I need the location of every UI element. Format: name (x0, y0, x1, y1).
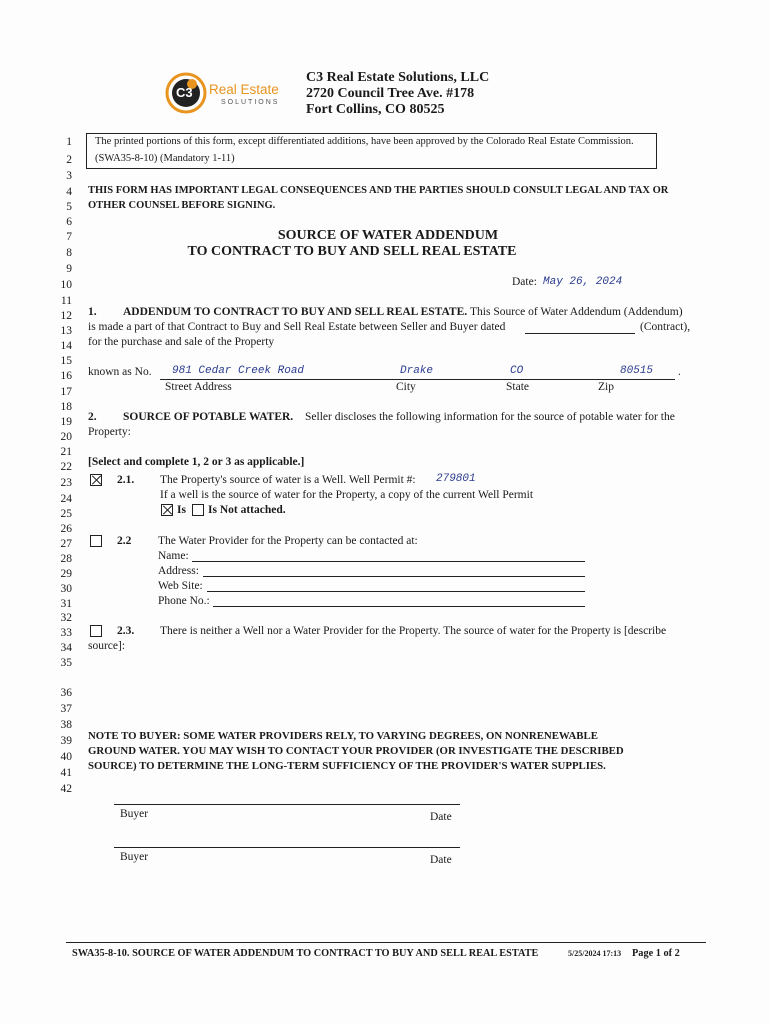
section2-select-instruction: [Select and complete 1, 2 or 3 as applicable.] (88, 456, 305, 468)
section1-text3: for the purchase and sale of the Property (88, 336, 275, 348)
line-number: 11 (60, 295, 72, 307)
line-number: 21 (60, 446, 72, 458)
section1-text1: This Source of Water Addendum (Addendum) (470, 306, 683, 318)
option-2-1-text2: If a well is the source of water for the Property, a copy of the current Well Permit (160, 489, 534, 501)
provider-name-field[interactable] (192, 561, 585, 562)
line-number: 4 (66, 186, 72, 198)
note-line3: SOURCE) TO DETERMINE THE LONG-TERM SUFFICIENCY OF THE PROVIDER'S WATER SUPPLIES. (88, 760, 606, 772)
line-number: 30 (60, 583, 72, 595)
line-number: 7 (66, 231, 72, 243)
date-label: Date: (512, 276, 537, 288)
city-value[interactable]: Drake (400, 365, 434, 377)
logo-initials: C3 (176, 85, 193, 100)
line-number: 17 (60, 386, 72, 398)
line-number: 23 (60, 477, 72, 489)
option-2-2-checkbox[interactable] (90, 535, 102, 547)
option-2-3-checkbox[interactable] (90, 625, 102, 637)
line-number: 15 (60, 355, 72, 367)
buyer2-label: Buyer (120, 851, 149, 863)
section1-heading: ADDENDUM TO CONTRACT TO BUY AND SELL REAL ESTATE. (123, 306, 468, 318)
section2-heading: SOURCE OF POTABLE WATER. (123, 411, 294, 423)
permit-is-not-label: Is Not attached. (208, 504, 286, 516)
line-number: 12 (60, 310, 72, 322)
legal-warning-line1: THIS FORM HAS IMPORTANT LEGAL CONSEQUENCES AND THE PARTIES SHOULD CONSULT LEGAL AND TAX OR (88, 185, 669, 196)
option-2-3-text1: There is neither a Well nor a Water Provider for the Property. The source of water for the Property is [describe (160, 625, 667, 637)
line-number: 24 (60, 493, 72, 505)
option-2-1-number: 2.1. (117, 474, 135, 486)
buyer2-signature-line[interactable] (114, 847, 460, 848)
line-number: 36 (60, 687, 72, 699)
line-number: 40 (60, 751, 72, 763)
buyer1-signature-line[interactable] (114, 804, 460, 805)
provider-phone-label: Phone No.: (158, 595, 210, 607)
company-address-2: Fort Collins, CO 80525 (306, 102, 445, 117)
company-name: C3 Real Estate Solutions, LLC (306, 70, 490, 85)
permit-is-label: Is (177, 504, 186, 516)
form-title-line1: SOURCE OF WATER ADDENDUM (277, 228, 499, 243)
line-number: 16 (60, 370, 72, 382)
provider-website-field[interactable] (207, 591, 585, 592)
line-number: 14 (60, 340, 72, 352)
known-as-label: known as No. (88, 366, 152, 378)
section1-text2: is made a part of that Contract to Buy and Sell Real Estate between Seller and Buyer dated (88, 321, 506, 333)
section2-number: 2. (88, 411, 97, 423)
line-number: 18 (60, 401, 72, 413)
line-number: 34 (60, 642, 72, 654)
line-number: 32 (60, 612, 72, 624)
line-number: 29 (60, 568, 72, 580)
option-2-1-text1: The Property's source of water is a Well. Well Permit #: (160, 474, 416, 486)
property-address-rule (160, 379, 675, 380)
commission-notice-line2: (SWA35-8-10) (Mandatory 1-11) (95, 153, 235, 164)
zip-value[interactable]: 80515 (620, 365, 654, 377)
footer-rule (66, 942, 706, 943)
commission-notice-line1: The printed portions of this form, except differentiated additions, have been approved by the Colorado Real Estate Commission. (95, 136, 634, 147)
line-number: 41 (60, 767, 72, 779)
state-value[interactable]: CO (510, 365, 524, 377)
company-address-1: 2720 Council Tree Ave. #178 (306, 86, 475, 101)
line-number: 6 (66, 216, 72, 228)
provider-phone-field[interactable] (213, 606, 585, 607)
option-2-1-checkbox[interactable] (90, 474, 102, 486)
provider-name-label: Name: (158, 550, 189, 562)
section1-text2-end: (Contract), (640, 321, 691, 333)
line-number: 9 (66, 263, 72, 275)
line-number: 28 (60, 553, 72, 565)
date-value[interactable]: May 26, 2024 (543, 276, 623, 288)
line-number: 33 (60, 627, 72, 639)
line-number: 22 (60, 461, 72, 473)
line-number: 27 (60, 538, 72, 550)
provider-website-label: Web Site: (158, 580, 203, 592)
option-2-3-number: 2.3. (117, 625, 135, 637)
line-number: 25 (60, 508, 72, 520)
note-line1: NOTE TO BUYER: SOME WATER PROVIDERS RELY, TO VARYING DEGREES, ON NONRENEWABLE (88, 730, 598, 742)
line-number: 35 (60, 657, 72, 669)
logo-word: Real Estate (209, 82, 279, 97)
logo (165, 72, 290, 114)
line-number: 26 (60, 523, 72, 535)
option-2-2-text: The Water Provider for the Property can be contacted at: (158, 535, 418, 547)
state-label: State (506, 381, 529, 393)
line-number: 19 (60, 416, 72, 428)
line-number: 39 (60, 735, 72, 747)
line-number: 20 (60, 431, 72, 443)
line-number: 38 (60, 719, 72, 731)
section2-text2: Property: (88, 426, 131, 438)
note-line2: GROUND WATER. YOU MAY WISH TO CONTACT YOUR PROVIDER (OR INVESTIGATE THE DESCRIBED (88, 745, 624, 757)
form-title-line2: TO CONTRACT TO BUY AND SELL REAL ESTATE (187, 244, 517, 259)
contract-date-field[interactable] (525, 333, 635, 334)
footer-timestamp: 5/25/2024 17:13 (568, 949, 622, 958)
street-address-value[interactable]: 981 Cedar Creek Road (172, 365, 305, 377)
section2-text1: Seller discloses the following information for the source of potable water for the (305, 411, 675, 423)
property-end-period: . (678, 366, 681, 378)
line-number: 10 (60, 279, 72, 291)
date1-label: Date (430, 811, 452, 823)
buyer1-label: Buyer (120, 808, 149, 820)
city-label: City (396, 381, 416, 393)
line-number: 42 (60, 783, 72, 795)
footer-form-title: SWA35-8-10. SOURCE OF WATER ADDENDUM TO CONTRACT TO BUY AND SELL REAL ESTATE (72, 948, 539, 959)
zip-label: Zip (598, 381, 614, 393)
line-number: 8 (66, 247, 72, 259)
street-address-label: Street Address (165, 381, 232, 393)
permit-is-attached-checkbox[interactable] (161, 504, 173, 516)
legal-warning-line2: OTHER COUNSEL BEFORE SIGNING. (88, 200, 276, 211)
provider-address-label: Address: (158, 565, 199, 577)
date2-label: Date (430, 854, 452, 866)
line-number: 1 (66, 136, 72, 148)
line-number: 3 (66, 170, 72, 182)
line-number: 5 (66, 201, 72, 213)
line-number: 2 (66, 154, 72, 166)
line-number: 13 (60, 325, 72, 337)
option-2-3-text2: source]: (88, 640, 126, 652)
logo-sub: SOLUTIONS (221, 99, 280, 106)
section1-number: 1. (88, 306, 97, 318)
line-number: 37 (60, 703, 72, 715)
option-2-2-number: 2.2 (117, 535, 132, 547)
permit-is-not-attached-checkbox[interactable] (192, 504, 204, 516)
line-number: 31 (60, 598, 72, 610)
well-permit-value[interactable]: 279801 (436, 473, 476, 485)
footer-page-number: Page 1 of 2 (632, 948, 680, 959)
provider-address-field[interactable] (203, 576, 585, 577)
